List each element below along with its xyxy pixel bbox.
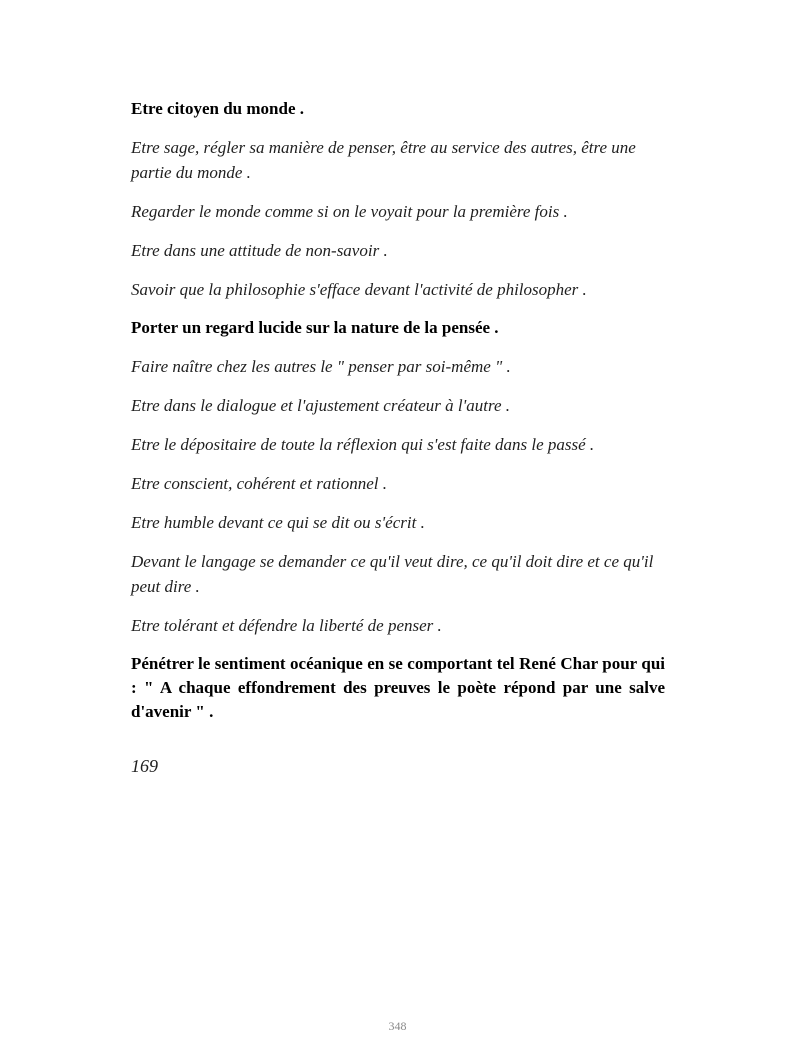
paragraph: Etre conscient, cohérent et rationnel . (131, 474, 388, 493)
paragraph: Faire naître chez les autres le " penser par soi-même " . (131, 357, 511, 376)
paragraph: Etre dans une attitude de non-savoir . (131, 241, 388, 260)
note-number: 169 (131, 756, 158, 776)
paragraph: Etre humble devant ce qui se dit ou s'écrit . (131, 513, 425, 532)
paragraph: Etre sage, régler sa manière de penser, être au service des autres, être une partie du monde . (131, 138, 636, 182)
paragraph: Etre le dépositaire de toute la réflexion qui s'est faite dans le passé . (131, 435, 595, 454)
paragraph-heading: Porter un regard lucide sur la nature de la pensée . (131, 318, 499, 337)
paragraph-heading: Pénétrer le sentiment océanique en se comportant tel René Char pour qui : " A chaque effondrement des preuves le poète répond par une salve d'avenir " . (131, 654, 665, 721)
paragraph: Devant le langage se demander ce qu'il veut dire, ce qu'il doit dire et ce qu'il peut dire . (131, 552, 654, 596)
paragraph-heading: Etre citoyen du monde . (131, 99, 304, 118)
paragraph: Etre tolérant et défendre la liberté de penser . (131, 616, 442, 635)
paragraph: Savoir que la philosophie s'efface devant l'activité de philosopher . (131, 280, 587, 299)
paragraph: Regarder le monde comme si on le voyait pour la première fois . (131, 202, 568, 221)
paragraph: Etre dans le dialogue et l'ajustement créateur à l'autre . (131, 396, 510, 415)
page-number: 348 (388, 1019, 407, 1033)
document-body (131, 97, 665, 778)
